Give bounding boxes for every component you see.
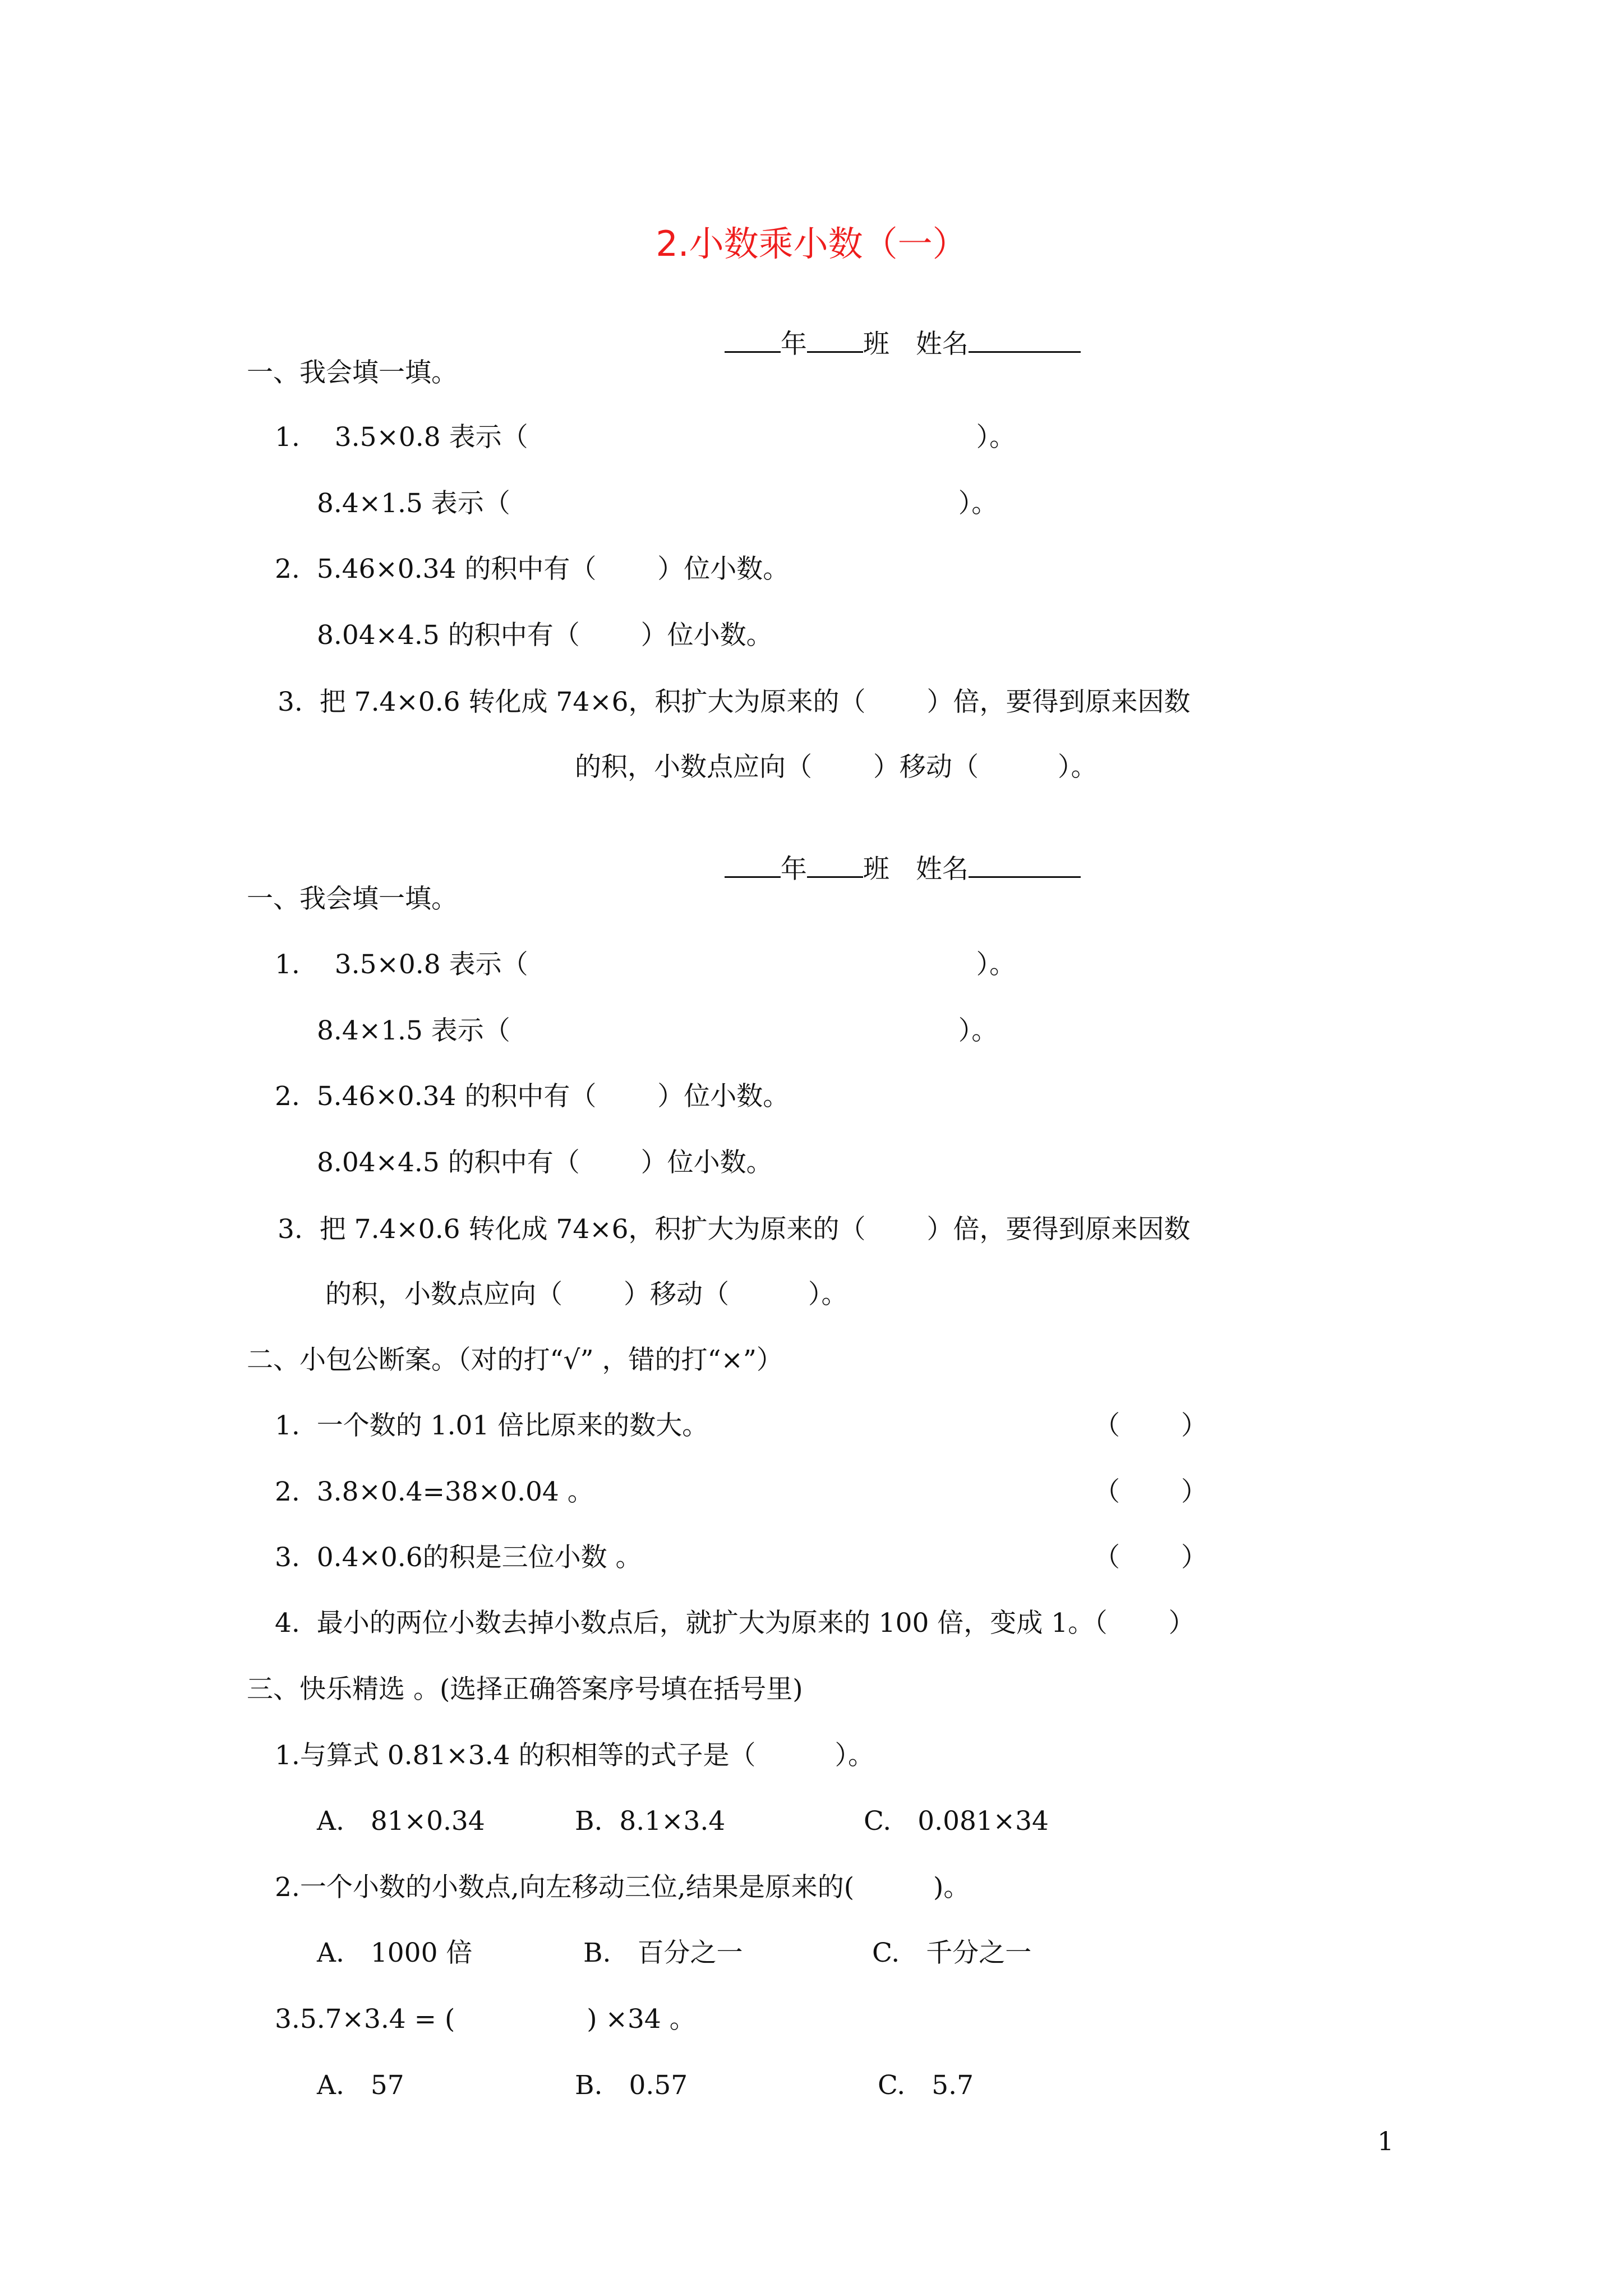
choice-q1: 1.与算式 0.81×3.4 的积相等的式子是（ ）。 [275,1740,874,1771]
section-1-title: 一、我会填一填。 [247,357,458,388]
worksheet-title: 2.小数乘小数（一） [656,223,967,264]
judge-q4: 4. 最小的两位小数去掉小数点后，就扩大为原来的 100 倍，变成 1。（ ） [275,1608,1195,1639]
q2a-repeat: 2. 5.46×0.34 的积中有（ ）位小数。 [275,1081,790,1112]
judge-q2: 2. 3.8×0.4=38×0.04 。 [275,1476,594,1507]
name-blank[interactable] [969,850,1081,878]
q1a: 1. 3.5×0.8 表示（ ）。 [275,422,1016,453]
q3b: 的积，小数点应向（ ）移动（ ）。 [575,752,1098,783]
class-blank[interactable] [807,325,863,353]
class-label: 班 [863,329,889,360]
q1a-repeat: 1. 3.5×0.8 表示（ ）。 [275,949,1016,980]
choice-q3-option-a[interactable]: A. 57 [317,2070,404,2101]
year-label: 年 [780,854,807,885]
q3b-repeat: 的积，小数点应向（ ）移动（ ）。 [325,1279,848,1310]
q3a: 3. 把 7.4×0.6 转化成 74×6，积扩大为原来的（ ）倍，要得到原来因数 [278,687,1191,717]
year-blank[interactable] [725,325,781,353]
year-blank[interactable] [725,850,781,878]
judge-q3: 3. 0.4×0.6的积是三位小数 。 [275,1542,642,1573]
choice-q3: 3.5.7×3.4 = ( ) ×34 。 [275,2004,696,2035]
choice-q2-option-b[interactable]: B. 百分之一 [583,1938,743,1968]
choice-q1-option-c[interactable]: C. 0.081×34 [864,1806,1049,1837]
choice-q1-option-a[interactable]: A. 81×0.34 [317,1806,485,1837]
choice-q1-option-b[interactable]: B. 8.1×3.4 [575,1806,726,1837]
section-2-title: 二、小包公断案。（对的打“√” ，错的打“×”） [247,1345,783,1375]
name-label: 姓名 [915,329,969,360]
q2a: 2. 5.46×0.34 的积中有（ ）位小数。 [275,554,790,585]
class-blank[interactable] [807,850,863,878]
q2b: 8.04×4.5 的积中有（ ）位小数。 [317,620,773,651]
choice-q2: 2.一个小数的小数点,向左移动三位,结果是原来的( )。 [275,1872,970,1903]
section-1-title-repeat: 一、我会填一填。 [247,884,458,914]
judge-q2-answer[interactable]: （ ） [1094,1476,1207,1507]
student-info-header [708,292,1081,361]
name-label: 姓名 [915,854,969,885]
student-info-header-2 [708,817,1081,886]
page-number: 1 [1377,2126,1394,2156]
choice-q2-option-a[interactable]: A. 1000 倍 [317,1938,473,1968]
choice-q3-option-c[interactable]: C. 5.7 [878,2070,974,2101]
section-3-title: 三、快乐精选 。(选择正确答案序号填在括号里) [247,1674,803,1705]
judge-q3-answer[interactable]: （ ） [1094,1542,1207,1573]
q1b-repeat: 8.4×1.5 表示（ ）。 [317,1015,998,1046]
q1b: 8.4×1.5 表示（ ）。 [317,488,998,519]
judge-q1-answer[interactable]: （ ） [1094,1410,1207,1441]
class-label: 班 [863,854,889,885]
judge-q1: 1. 一个数的 1.01 倍比原来的数大。 [275,1410,709,1441]
name-blank[interactable] [969,325,1081,353]
choice-q3-option-b[interactable]: B. 0.57 [575,2070,688,2101]
year-label: 年 [780,329,807,360]
q3a-repeat: 3. 把 7.4×0.6 转化成 74×6，积扩大为原来的（ ）倍，要得到原来因数 [278,1214,1191,1245]
q2b-repeat: 8.04×4.5 的积中有（ ）位小数。 [317,1147,773,1178]
choice-q2-option-c[interactable]: C. 千分之一 [872,1938,1032,1968]
